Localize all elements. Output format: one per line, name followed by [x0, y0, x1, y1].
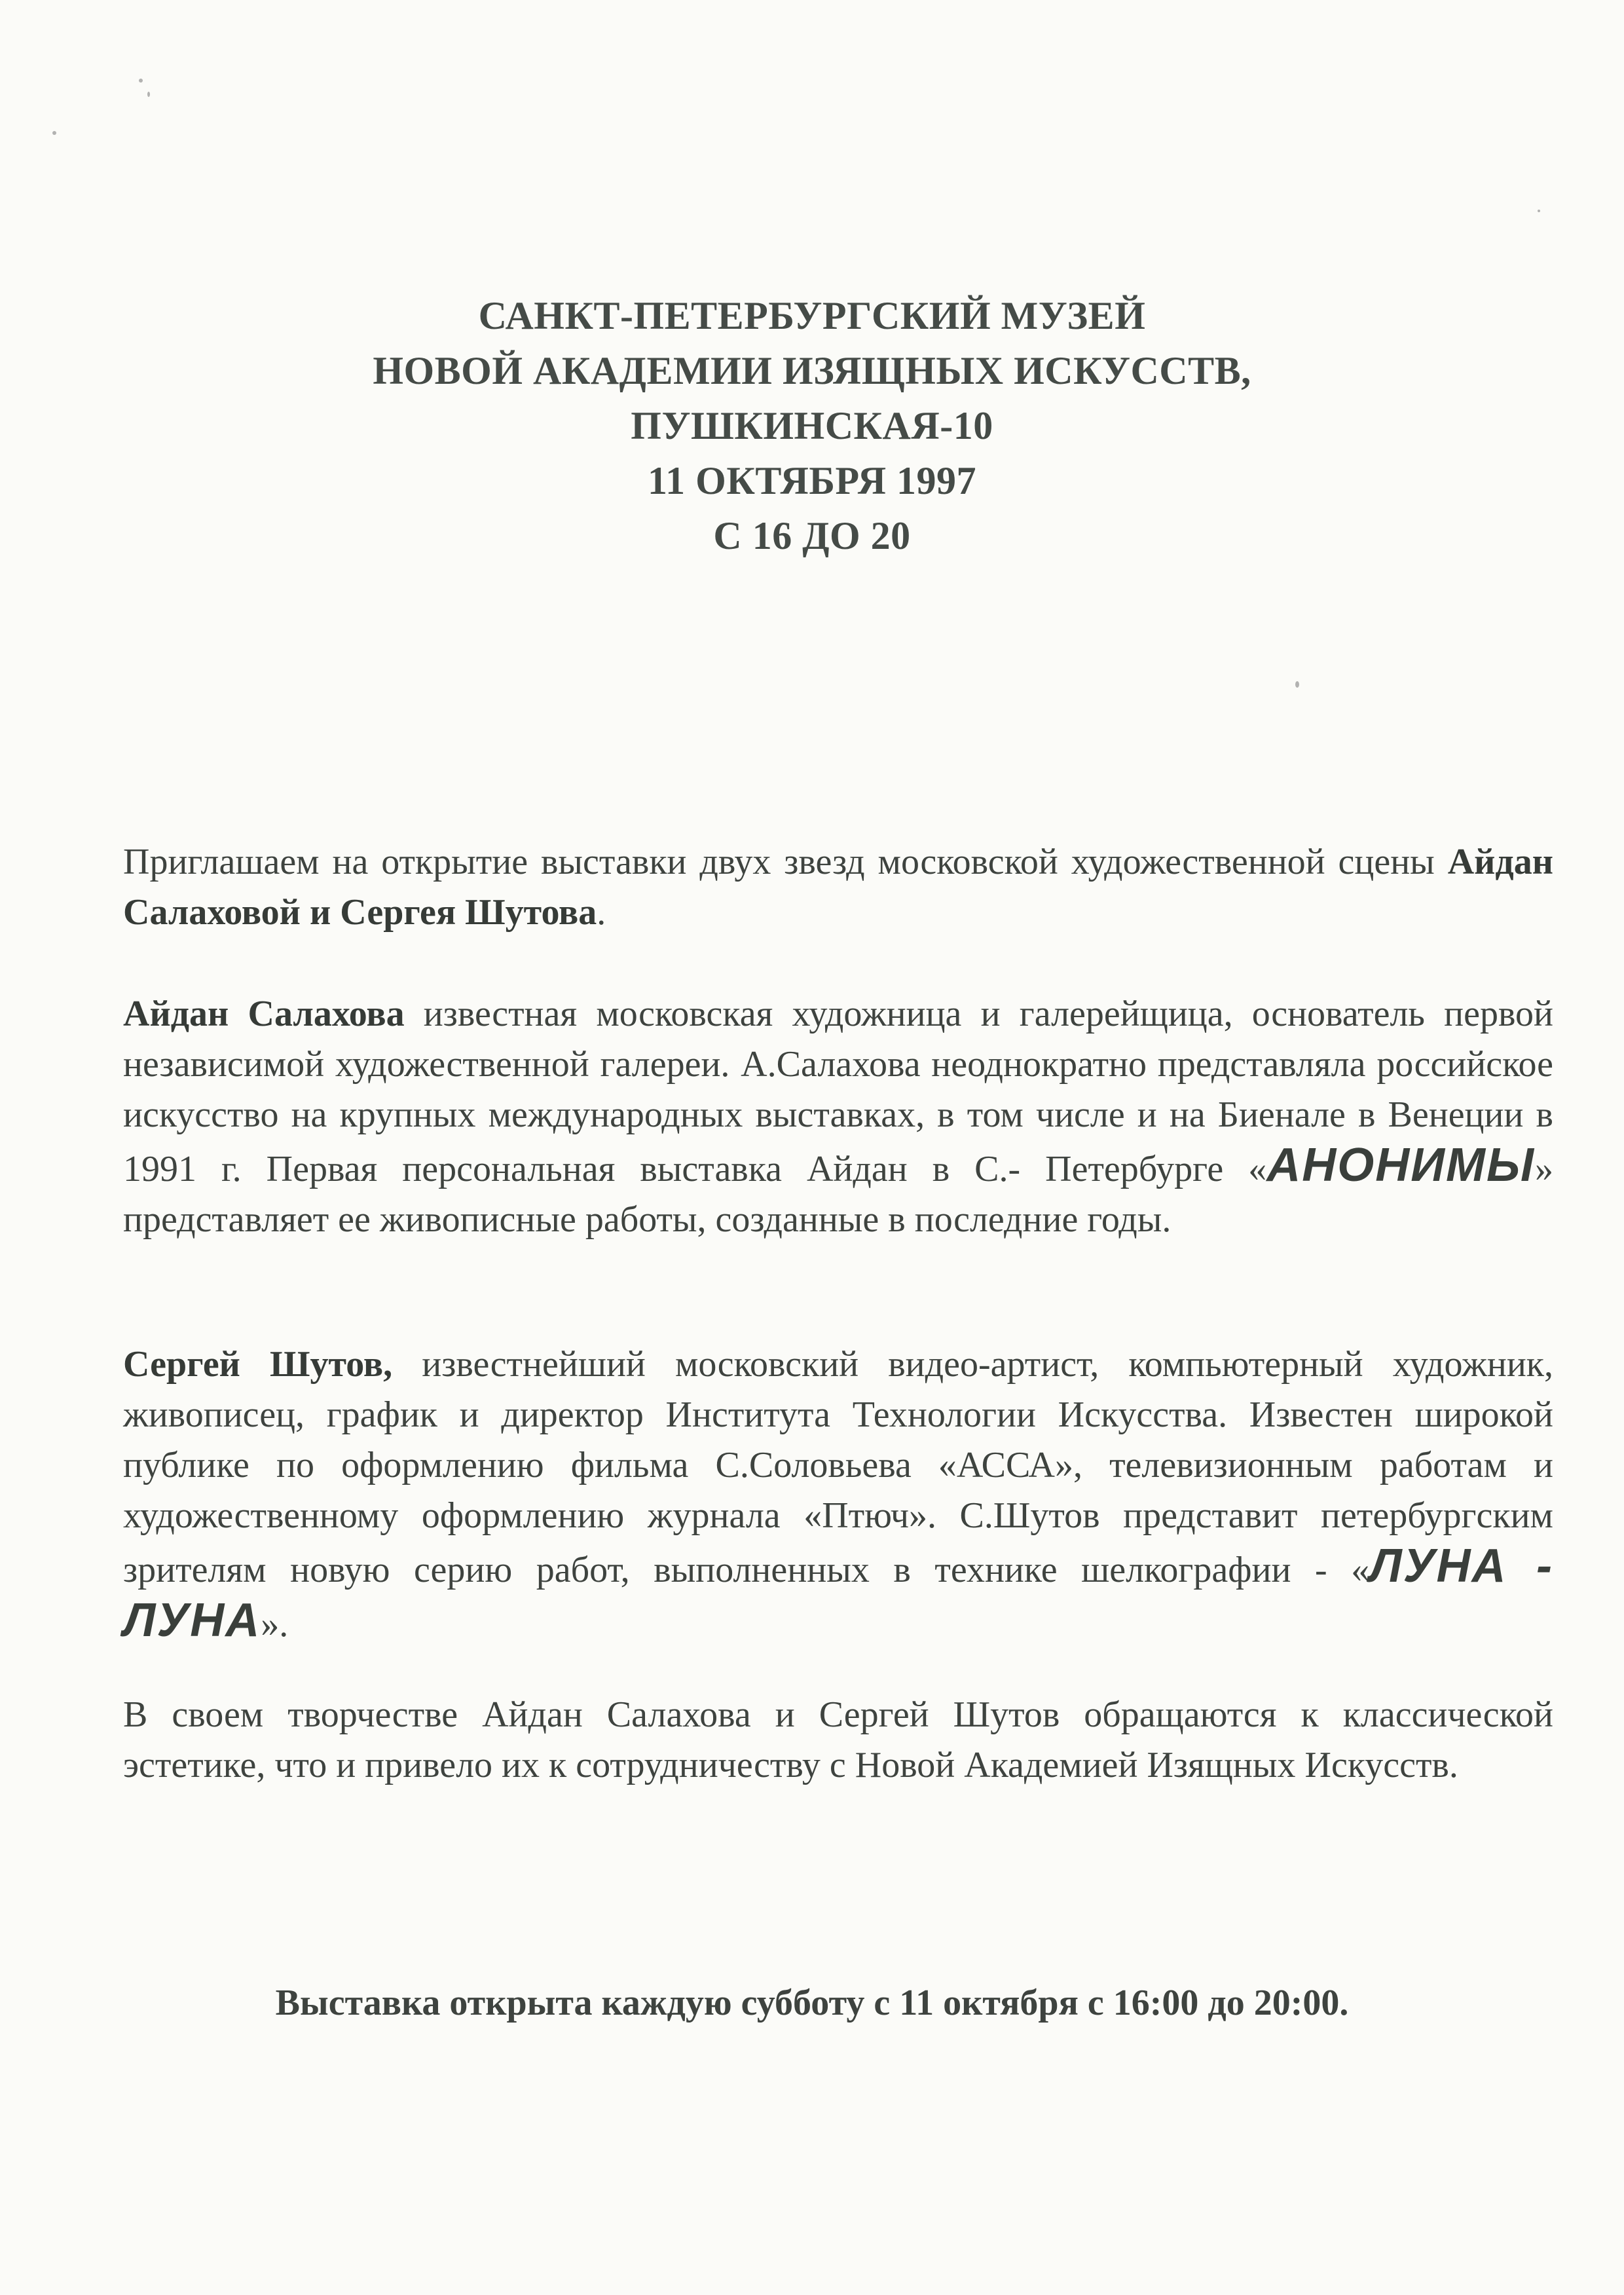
scan-speck: [147, 92, 150, 97]
salakhova-bio: известная московская художница и галерейщица, основатель первой независимой художественной галереи. А.Салахова неоднократно представляла российское искусство на крупных международных выставках, в том числе и на Биенале в Венеции в 1991 г. Первая персональная выставка Айдан в С.- Петербурге «: [123, 994, 1553, 1189]
salakhova-bio-end: » представляет ее живописные работы, созданные в последние годы.: [123, 1149, 1553, 1240]
schedule-footer: Выставка открыта каждую субботу с 11 октября с 16:00 до 20:00.: [275, 1983, 1349, 2023]
artists-names: Айдан Салаховой и Сергея Шутова: [123, 842, 1553, 933]
header-date-line: 11 ОКТЯБРЯ 1997: [647, 459, 977, 502]
salakhova-paragraph: [123, 989, 1553, 1245]
scan-speck: [1538, 210, 1540, 212]
anonymy-exhibition-title: АНОНИМЫ: [1266, 1139, 1535, 1191]
header-address-line: ПУШКИНСКАЯ-10: [631, 404, 993, 447]
shutov-bio: известнейший московский видео-артист, компьютерный художник, живописец, график и директор Института Технологии Искусства. Известен широкой публике по оформлению фильма С.Соловьева «АССА», телевизионным работам и художественному оформлению журнала «Птюч». С.Шутов представит петербургским зрителям новую серию работ, выполненных в технике шелкографии - «: [123, 1344, 1553, 1590]
shutov-bio-end: ».: [261, 1604, 289, 1645]
header-museum-line: САНКТ-ПЕТЕРБУРГСКИЙ МУЗЕЙ: [478, 294, 1146, 337]
scan-speck: [1295, 681, 1299, 688]
shutov-name: Сергей Шутов,: [123, 1344, 393, 1385]
scan-speck: [139, 79, 143, 83]
salakhova-name: Айдан Салахова: [123, 994, 405, 1034]
document-header: [0, 288, 1624, 563]
shutov-paragraph: [123, 1339, 1553, 1650]
header-academy-line: НОВОЙ АКАДЕМИИ ИЗЯЩНЫХ ИСКУССТВ,: [373, 349, 1251, 392]
collaboration-paragraph: В своем творчестве Айдан Салахова и Сергей Шутов обращаются к классической эстетике, что и привело их к сотрудничеству с Новой Академией Изящных Искусств.: [123, 1694, 1553, 1785]
invitation-text: Приглашаем на открытие выставки двух звезд московской художественной сцены: [123, 842, 1448, 882]
invitation-paragraph: [123, 837, 1553, 938]
header-time-line: С 16 ДО 20: [713, 514, 911, 557]
invitation-text-end: .: [597, 892, 606, 933]
scan-speck: [52, 131, 56, 135]
luna-exhibition-title: ЛУНА - ЛУНА: [123, 1540, 1553, 1647]
